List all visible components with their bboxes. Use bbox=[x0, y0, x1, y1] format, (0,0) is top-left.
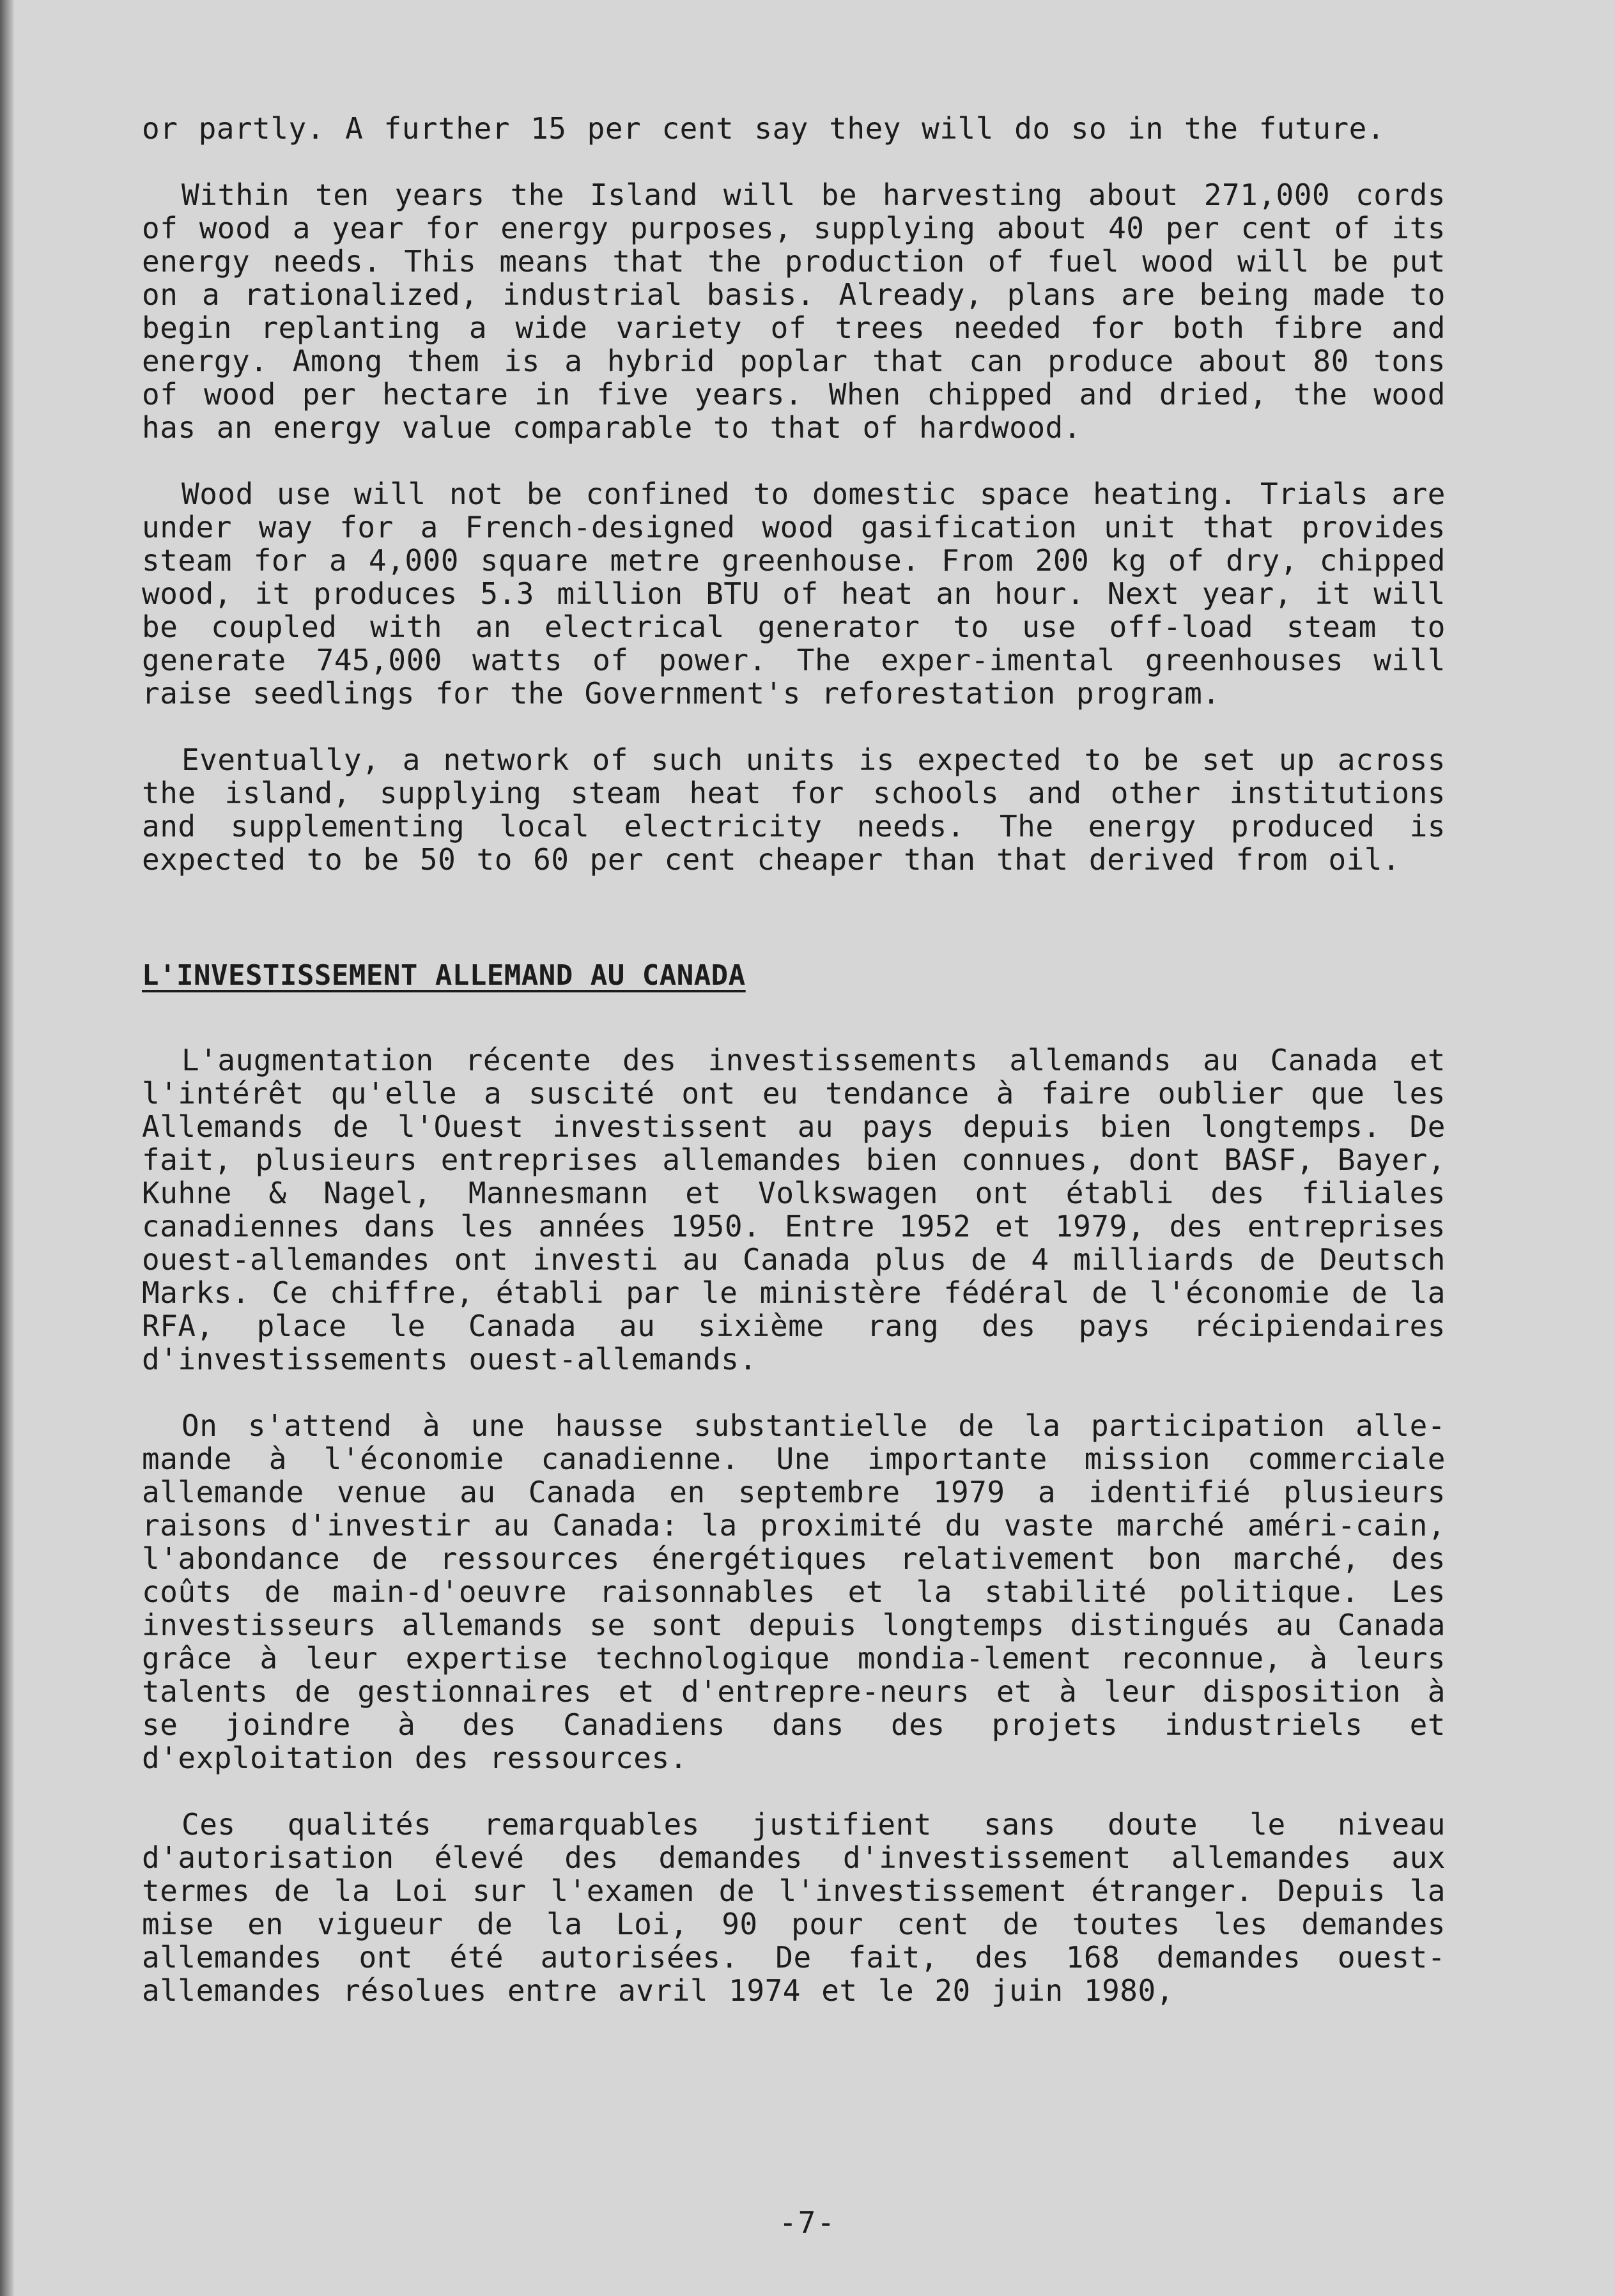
page-number: -7- bbox=[778, 2205, 837, 2240]
paragraph-continuation: or partly. A further 15 per cent say they will do so in the future. bbox=[142, 111, 1386, 146]
section-heading: L'INVESTISSEMENT ALLEMAND AU CANADA bbox=[142, 959, 746, 992]
page-binding-edge bbox=[0, 0, 14, 2296]
document-body bbox=[142, 112, 1446, 2007]
paragraph-hausse-participation: On s'attend à une hausse substantielle de la participation alle-mande à l'économie canadienne. Une importante mission commerciale allemande venue au Canada en septembre 1979 a identifié plusieurs raisons d'investir au Canada: la proximité du vaste marché améri-cain, l'abondance de ressources énergétiques relativement bon marché, des coûts de main-d'oeuvre raisonnables et la stabilité politique. Les investisseurs allemands se sont depuis longtemps distingués au Canada grâce à leur expertise technologique mondia-lement reconnue, à leurs talents de gestionnaires et d'entrepre-neurs et à leur disposition à se joindre à des Canadiens dans des projets industriels et d'exploitation des ressources. bbox=[142, 1408, 1446, 1775]
paragraph-wood-gasification: Wood use will not be confined to domestic space heating. Trials are under way for a French-designed wood gasification unit that provides steam for a 4,000 square metre greenhouse. From 200 kg of dry, chipped wood, it produces 5.3 million BTU of heat an hour. Next year, it will be coupled with an electrical generator to use off-load steam to generate 745,000 watts of power. The exper-imental greenhouses will raise seedlings for the Government's reforestation program. bbox=[142, 477, 1446, 711]
paragraph-investissement-historique: L'augmentation récente des investissements allemands au Canada et l'intérêt qu'elle a suscité ont eu tendance à faire oublier que les Allemands de l'Ouest investissent au pays depuis bien longtemps. De fait, plusieurs entreprises allemandes bien connues, dont BASF, Bayer, Kuhne & Nagel, Mannesmann et Volkswagen ont établi des filiales canadiennes dans les années 1950. Entre 1952 et 1979, des entreprises ouest-allemandes ont investi au Canada plus de 4 milliards de Deutsch Marks. Ce chiffre, établi par le ministère fédéral de l'économie de la RFA, place le Canada au sixième rang des pays récipiendaires d'investissements ouest-allemands. bbox=[142, 1043, 1446, 1376]
paragraph-network-units: Eventually, a network of such units is expected to be set up across the island, supplying steam heat for schools and other institutions and supplementing local electricity needs. The energy produced is expected to be 50 to 60 per cent cheaper than that derived from oil. bbox=[142, 743, 1446, 877]
paragraph-wood-harvest: Within ten years the Island will be harvesting about 271,000 cords of wood a year for energy purposes, supplying about 40 per cent of its energy needs. This means that the production of fuel wood will be put on a rationalized, industrial basis. Already, plans are being made to begin replanting a wide variety of trees needed for both fibre and energy. Among them is a hybrid poplar that can produce about 80 tons of wood per hectare in five years. When chipped and dried, the wood has an energy value comparable to that of hardwood. bbox=[142, 178, 1446, 445]
paragraph-autorisation-demandes: Ces qualités remarquables justifient sans doute le niveau d'autorisation élevé des demandes d'investissement allemandes aux termes de la Loi sur l'examen de l'investissement étranger. Depuis la mise en vigueur de la Loi, 90 pour cent de toutes les demandes allemandes ont été autorisées. De fait, des 168 demandes ouest-allemandes résolues entre avril 1974 et le 20 juin 1980, bbox=[142, 1807, 1446, 2008]
